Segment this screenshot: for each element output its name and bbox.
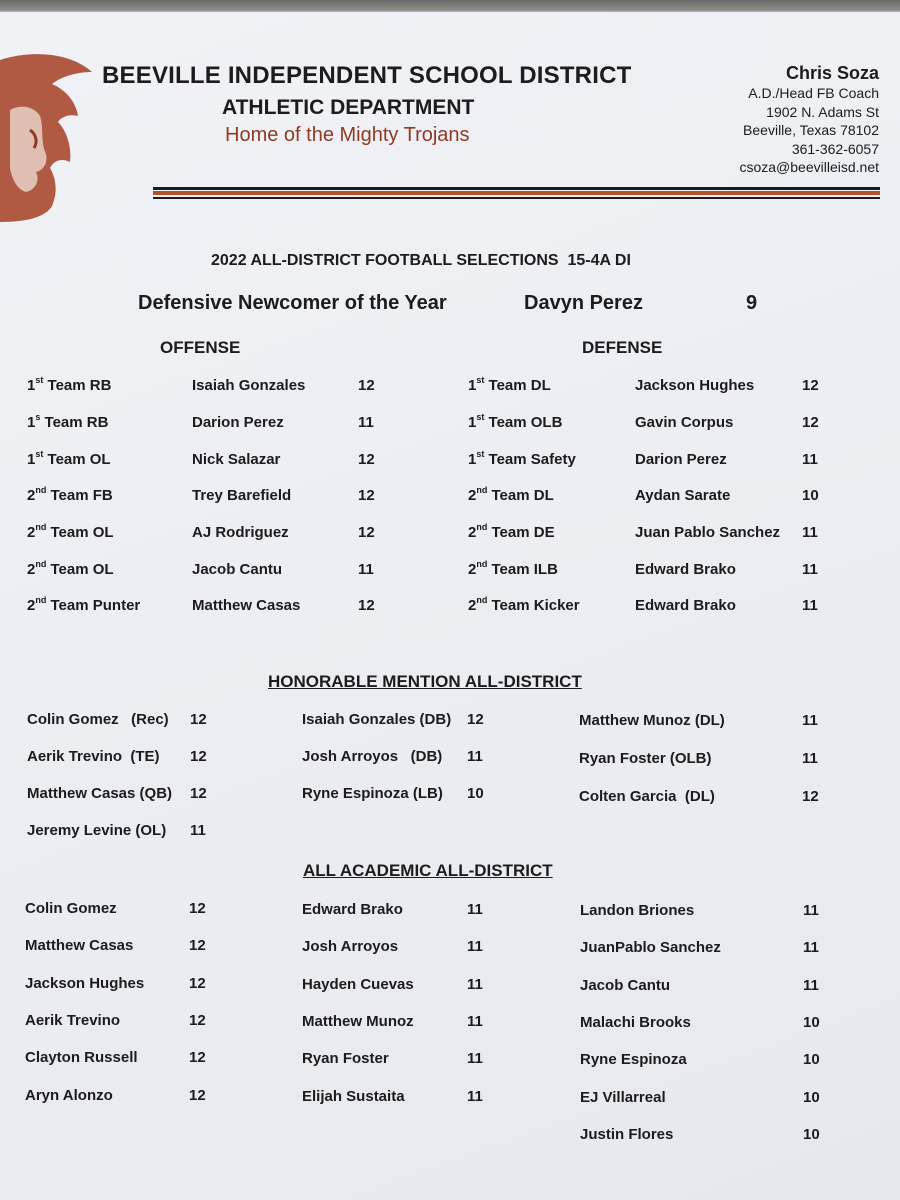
header-rule-middle [153, 191, 880, 195]
offense-heading: OFFENSE [160, 338, 241, 357]
academic-player-name: EJ Villarreal [580, 1089, 666, 1106]
defense-player-name: Edward Brako [635, 597, 736, 614]
defense-player-name: Jackson Hughes [635, 377, 755, 394]
ordinal-suffix: nd [35, 559, 47, 569]
academic-player-name: Colin Gomez [25, 900, 117, 917]
defense-position: 2nd Team DE [468, 522, 555, 541]
defense-player-name: Juan Pablo Sanchez [635, 524, 781, 541]
defense-player-name: Darion Perez [635, 451, 727, 468]
header-rule-top [153, 187, 880, 190]
academic-player-name: Malachi Brooks [580, 1014, 691, 1031]
academic-heading: ALL ACADEMIC ALL-DISTRICT [303, 861, 553, 880]
defense-player-name: Aydan Sarate [635, 487, 731, 504]
contact-city: Beeville, Texas 78102 [743, 122, 879, 138]
contact-street: 1902 N. Adams St [766, 103, 879, 120]
offense-player-grade: 12 [358, 377, 375, 394]
offense-position: 2nd Team OL [27, 559, 114, 578]
newcomer-grade: 9 [746, 292, 758, 314]
academic-player-grade: 12 [189, 975, 206, 992]
honorable-player-name: Matthew Munoz (DL) [579, 712, 725, 729]
offense-player-grade: 12 [358, 524, 375, 541]
ordinal-suffix: nd [476, 595, 488, 605]
honorable-player-grade: 11 [467, 748, 483, 765]
ordinal-suffix: st [476, 449, 485, 459]
honorable-player-grade: 10 [467, 785, 484, 802]
offense-player-name: Jacob Cantu [192, 561, 283, 578]
offense-player-grade: 11 [358, 561, 374, 578]
offense-player-name: Matthew Casas [192, 597, 301, 614]
academic-player-name: Matthew Munoz [302, 1013, 414, 1030]
trojan-helmet-logo-icon [0, 50, 96, 222]
honorable-player-grade: 12 [467, 711, 484, 728]
academic-player-name: Hayden Cuevas [302, 976, 414, 993]
offense-player-grade: 11 [358, 414, 374, 431]
offense-position: 2nd Team FB [27, 485, 113, 504]
defense-player-grade: 12 [802, 414, 819, 431]
defense-player-grade: 10 [802, 487, 819, 504]
academic-player-grade: 10 [803, 1014, 820, 1031]
offense-position: 1st Team RB [27, 375, 112, 394]
academic-player-name: Ryan Foster [302, 1050, 389, 1067]
honorable-player-name: Ryne Espinoza (LB) [302, 785, 443, 802]
honorable-player-name: Colin Gomez (Rec) [27, 711, 169, 728]
offense-player-name: Trey Barefield [192, 487, 292, 504]
academic-player-grade: 11 [467, 938, 483, 955]
honorable-player-grade: 11 [802, 750, 818, 767]
academic-player-grade: 11 [467, 901, 483, 918]
honorable-player-name: Josh Arroyos (DB) [302, 748, 443, 765]
newcomer-label: Defensive Newcomer of the Year [138, 292, 447, 314]
academic-player-name: Justin Flores [580, 1126, 674, 1143]
header-rule-bottom [153, 197, 880, 199]
contact-email[interactable]: csoza@beevilleisd.net [739, 159, 879, 175]
offense-player-grade: 12 [358, 597, 375, 614]
honorable-player-grade: 11 [190, 822, 206, 839]
ordinal-suffix: nd [35, 522, 47, 532]
academic-player-grade: 11 [467, 1088, 483, 1105]
academic-player-grade: 11 [803, 902, 819, 919]
academic-player-grade: 12 [189, 1087, 206, 1104]
defense-position: 2nd Team Kicker [468, 595, 580, 614]
academic-player-grade: 10 [803, 1126, 820, 1143]
contact-name: Chris Soza [785, 63, 879, 83]
ordinal-suffix: nd [476, 559, 488, 569]
offense-player-name: Isaiah Gonzales [192, 377, 306, 394]
offense-player-grade: 12 [358, 451, 375, 468]
honorable-player-grade: 12 [190, 785, 207, 802]
academic-player-grade: 11 [803, 939, 819, 956]
academic-player-name: Clayton Russell [25, 1049, 138, 1066]
defense-player-grade: 11 [802, 524, 818, 541]
academic-player-grade: 10 [803, 1089, 820, 1106]
offense-player-name: Nick Salazar [192, 451, 281, 468]
honorable-heading: HONORABLE MENTION ALL-DISTRICT [268, 672, 582, 691]
offense-player-grade: 12 [358, 487, 375, 504]
offense-player-name: Darion Perez [192, 414, 284, 431]
ordinal-suffix: st [35, 375, 44, 385]
academic-player-name: JuanPablo Sanchez [580, 939, 721, 956]
academic-player-grade: 10 [803, 1051, 820, 1068]
academic-player-grade: 12 [189, 1012, 206, 1029]
defense-heading: DEFENSE [582, 338, 663, 357]
academic-player-name: Elijah Sustaita [302, 1088, 405, 1105]
academic-player-grade: 11 [467, 1050, 483, 1067]
academic-player-name: Edward Brako [302, 901, 403, 918]
offense-position: 2nd Team OL [27, 522, 114, 541]
academic-player-grade: 11 [803, 977, 819, 994]
academic-player-name: Matthew Casas [25, 937, 134, 954]
academic-player-name: Ryne Espinoza [580, 1051, 687, 1068]
motto: Home of the Mighty Trojans [225, 124, 470, 146]
defense-position: 1st Team Safety [468, 449, 576, 468]
ordinal-suffix: s [35, 412, 41, 422]
honorable-player-name: Matthew Casas (QB) [27, 785, 173, 802]
ordinal-suffix: st [476, 412, 485, 422]
academic-player-grade: 11 [467, 976, 483, 993]
defense-position: 2nd Team ILB [468, 559, 558, 578]
defense-player-grade: 11 [802, 597, 818, 614]
defense-player-grade: 12 [802, 377, 819, 394]
ordinal-suffix: st [476, 375, 485, 385]
academic-player-name: Aerik Trevino [25, 1012, 121, 1029]
honorable-player-name: Ryan Foster (OLB) [579, 750, 712, 767]
academic-player-name: Aryn Alonzo [25, 1087, 113, 1104]
ordinal-suffix: nd [476, 485, 488, 495]
defense-player-grade: 11 [802, 451, 818, 468]
district-name: BEEVILLE INDEPENDENT SCHOOL DISTRICT [102, 62, 632, 89]
honorable-player-grade: 12 [802, 788, 819, 805]
offense-player-name: AJ Rodriguez [192, 524, 289, 541]
ordinal-suffix: nd [35, 485, 47, 495]
newcomer-name: Davyn Perez [524, 292, 643, 314]
academic-player-name: Landon Briones [580, 902, 695, 919]
offense-position: 1$^s$ Team RB [27, 412, 109, 431]
honorable-player-name: Colten Garcia (DL) [579, 788, 715, 805]
defense-player-name: Gavin Corpus [635, 414, 734, 431]
academic-player-name: Jackson Hughes [25, 975, 145, 992]
academic-player-grade: 12 [189, 937, 206, 954]
selections-title: 2022 ALL-DISTRICT FOOTBALL SELECTIONS 15-4A DI [211, 252, 631, 269]
honorable-player-name: Jeremy Levine (OL) [27, 822, 167, 839]
contact-block [739, 62, 879, 177]
ordinal-suffix: nd [476, 522, 488, 532]
contact-phone: 361-362-6057 [791, 140, 879, 157]
offense-position: 2nd Team Punter [27, 595, 141, 614]
defense-player-name: Edward Brako [635, 561, 736, 578]
honorable-player-name: Isaiah Gonzales (DB) [302, 711, 452, 728]
academic-player-grade: 11 [467, 1013, 483, 1030]
academic-player-name: Josh Arroyos [302, 938, 399, 955]
defense-position: 2nd Team DL [468, 485, 554, 504]
ordinal-suffix: st [35, 449, 44, 459]
honorable-player-grade: 12 [190, 748, 207, 765]
academic-player-name: Jacob Cantu [580, 977, 671, 994]
defense-player-grade: 11 [802, 561, 818, 578]
defense-position: 1st Team OLB [468, 412, 563, 431]
department-name: ATHLETIC DEPARTMENT [222, 96, 475, 119]
academic-player-grade: 12 [189, 1049, 206, 1066]
offense-position: 1st Team OL [27, 449, 111, 468]
honorable-player-grade: 11 [802, 712, 818, 729]
contact-title: A.D./Head FB Coach [748, 85, 879, 101]
honorable-player-name: Aerik Trevino (TE) [27, 748, 160, 765]
honorable-player-grade: 12 [190, 711, 207, 728]
ordinal-suffix: nd [35, 595, 47, 605]
defense-position: 1st Team DL [468, 375, 551, 394]
academic-player-grade: 12 [189, 900, 206, 917]
